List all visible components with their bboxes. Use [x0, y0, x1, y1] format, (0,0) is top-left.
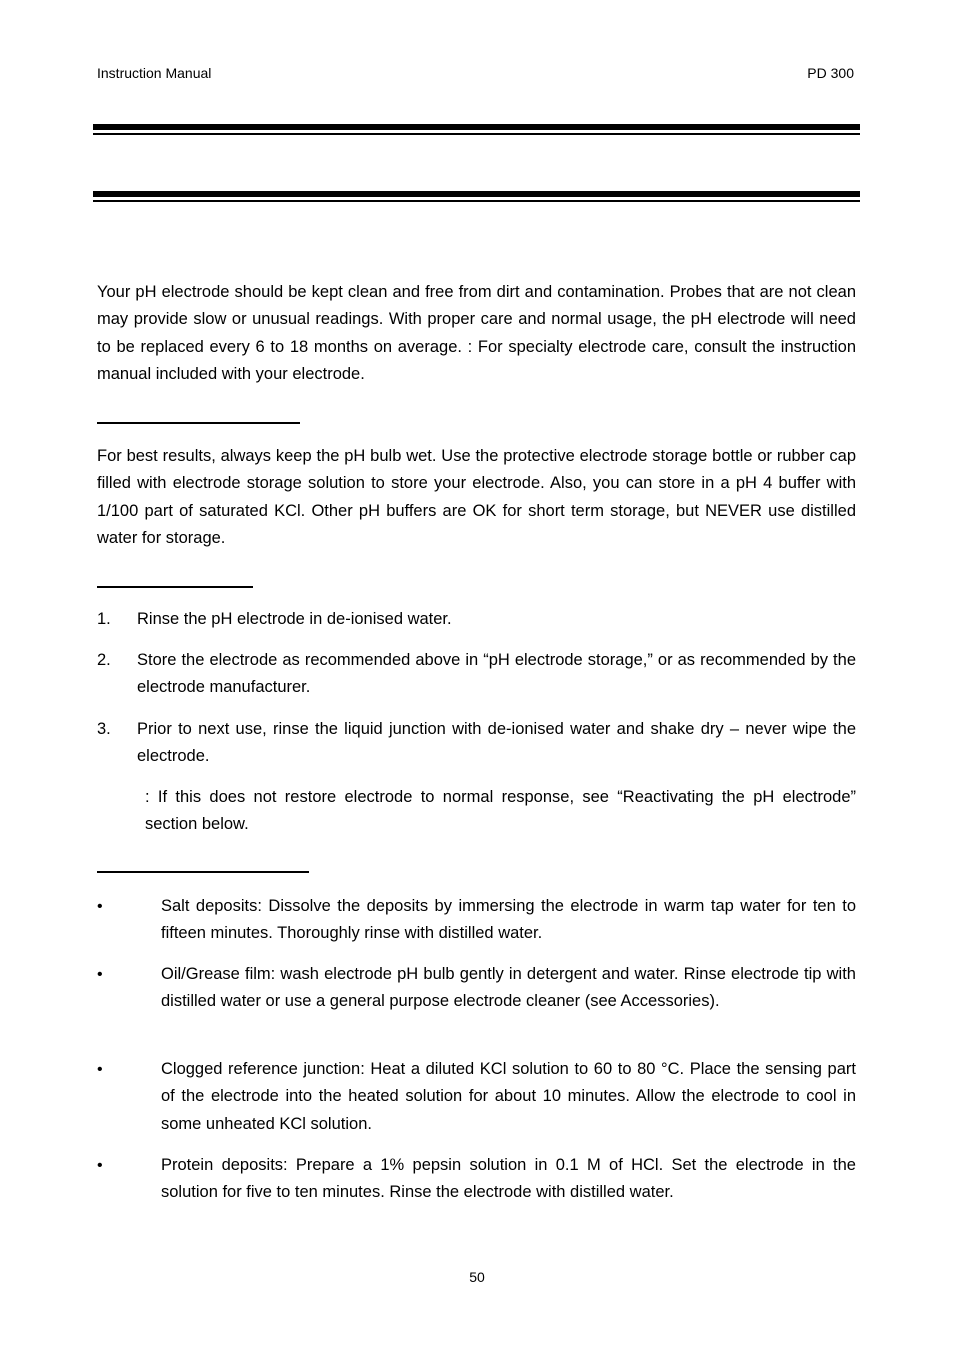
storage-heading-underline [97, 422, 300, 424]
step-text: Store the electrode as recommended above in “pH electrode storage,” or as recommended by the electrode manufacturer. [137, 651, 856, 697]
cleaning-steps-heading-underline [97, 586, 253, 588]
bullet-icon: • [97, 966, 103, 983]
header-left: Instruction Manual [97, 65, 212, 81]
step-number: 1. [97, 610, 111, 628]
cleaning-heading-underline [97, 871, 309, 873]
cleaning-item: Salt deposits: Dissolve the deposits by immersing the electrode in warm tap water for ten to fifteen minutes. Thoroughly rinse with distilled water. [161, 897, 856, 943]
intro-paragraph: Your pH electrode should be kept clean and free from dirt and contamination. Probes that are not clean may provide slow or unusual readings. With proper care and normal usage, the pH electrode will need to be replaced every 6 to 18 months on average. : For specialty electrode care, consult the instruction manual included with your electrode. [97, 283, 856, 383]
storage-paragraph: For best results, always keep the pH bulb wet. Use the protective electrode storage bottle or rubber cap filled with electrode storage solution to store your electrode. Also, you can store in a pH 4 buffer with 1/100 part of saturated KCl. Other pH buffers are OK for short term storage, but NEVER use distilled water for storage. [97, 447, 856, 547]
cleaning-item: Protein deposits: Prepare a 1% pepsin solution in 0.1 M of HCl. Set the electrode in the solution for five to ten minutes. Rinse the electrode with distilled water. [161, 1156, 856, 1202]
step-text: Prior to next use, rinse the liquid junction with de-ionised water and shake dry – never wipe the electrode. [137, 720, 856, 766]
step-number: 2. [97, 651, 111, 669]
top-rule-2 [93, 191, 860, 202]
header-right: PD 300 [807, 65, 854, 81]
step-text: Rinse the pH electrode in de-ionised water. [137, 610, 452, 628]
page-number: 50 [469, 1269, 485, 1285]
bullet-icon: • [97, 1061, 103, 1078]
steps-note: : If this does not restore electrode to normal response, see “Reactivating the pH electrode” section below. [145, 788, 856, 834]
bullet-icon: • [97, 1157, 103, 1174]
top-rule-1 [93, 124, 860, 135]
cleaning-item: Oil/Grease film: wash electrode pH bulb gently in detergent and water. Rinse electrode tip with distilled water or use a general purpose electrode cleaner (see Accessories). [161, 965, 856, 1011]
cleaning-item: Clogged reference junction: Heat a diluted KCl solution to 60 to 80 °C. Place the sensing part of the electrode into the heated solution for about 10 minutes. Allow the electrode to cool in some unheated KCl solution. [161, 1060, 856, 1133]
step-number: 3. [97, 720, 111, 738]
bullet-icon: • [97, 898, 103, 915]
